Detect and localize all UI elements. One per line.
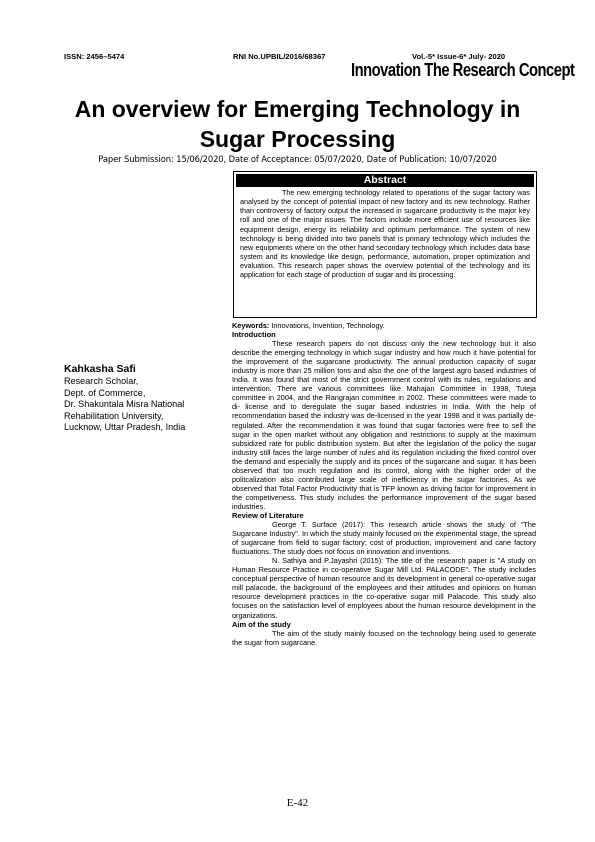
- keywords-label: Keywords:: [232, 321, 270, 330]
- journal-name: Innovation The Research Concept: [351, 60, 575, 80]
- review-heading: Review of Literature: [232, 510, 304, 520]
- author-affiliation-line: Dept. of Commerce,: [64, 387, 146, 398]
- author-affiliation-line: Research Scholar,: [64, 376, 139, 387]
- author-name: Kahkasha Safi: [64, 363, 136, 375]
- introduction-text: These research papers do not discuss only the new technology but it also describe the emerging technology in which sugar industry and how much it have potential for the improvement of the sugarcane productivity. The annual production capacity of sugar industry is more than 25 million tons and also the one of the largest agro based industries of India. It was found that most of the strict government control with its rules, regulations and intervention. There are various committees like Mahajan Committee in 1998, Tuteja committee in 2004, and the Rangrajan committee in 2002. These committees were made to di- license and to deregulate the sugar based industries in India. With the help of recommendation based the industry was de-licensed in the year 1998 and it was partially de-regulated. After the recommendation it was found that sugar factories were free to sell the sugar in the open market without any obligation and restrictions to supply at the maximum subsidized rate for public distribution system. But after the legislation of the policy the sugar industry still faces the large number of rules and its regulation including the fixed control over the demand and especially the supply and its prices of the sugarcane and sugar. It has been observed that too much regulation and its control, along with the higher order of the politcalization also contributed large scale of inefficiency in the sugar factories. As we observed that Total Factor Productivity that is TFP known as driving factor for improvement in the competiveness. This study includes the performance improvement of the sugar based industries.: [232, 339, 536, 511]
- paper-dates: Paper Submission: 15/06/2020, Date of Acceptance: 05/07/2020, Date of Publication: 10/07/2020: [98, 154, 497, 164]
- rni-header: RNI No.UPBIL/2016/68367: [233, 52, 326, 61]
- author-affiliation-line: Lucknow, Uttar Pradesh, India: [64, 422, 186, 433]
- main-body: [232, 321, 536, 647]
- abstract-heading: Abstract: [236, 174, 534, 187]
- author-block: [64, 364, 234, 433]
- keywords-line: [232, 321, 536, 330]
- abstract-box: [233, 171, 537, 318]
- author-affiliation-line: Dr. Shakuntala Misra National Rehabilitation University,: [64, 399, 185, 421]
- volume-header: Vol.-5* Issue-6* July- 2020: [412, 52, 506, 61]
- page-number: E-42: [286, 797, 309, 809]
- review-paragraph: N. Sathiya and P.Jayashri (2015): The title of the research paper is "A study on Human Resource Practice in co-operative Sugar Mill Ltd. PALACODE". The study includes conceptual perspective of human resource and its development in general co-operative sugar mill palacode, the background of the employees and their attitudes and opinions on human resource development practices in the co-operative sugar mill Palacode. This study also focuses on the satisfaction level of employees about the human resource development in the organizations.: [232, 556, 536, 620]
- aim-heading: Aim of the study: [232, 619, 291, 629]
- aim-text: The aim of the study mainly focused on the technology being used to generate the sugar from sugarcane.: [232, 628, 536, 647]
- review-paragraph: George T. Surface (2017): This research article shows the study of "The Sugarcane Industry". In which the study mainly focused on the experimental stage, the spread of sugarcane from field to sugar factory; cost of production, improvement and cane factory fluctuations. The study does not focus on innovation and inventions.: [232, 520, 536, 557]
- keywords-text: Innovations, Invention, Technology.: [271, 321, 385, 330]
- abstract-text: The new emerging technology related to operations of the sugar factory was analysed by the concept of potential impact of new factory and its new technology. Rather than controversy of factory output the increased in sugarcane productivity is the major key roll and one of the major issues. The factors include more efficient use of resources like equipment design, energy its reliability and optimum performance. The system of new technology is being divided into two panels that is primary technology which includes the new equipments where on the other hand secondary technology which includes data base system and its knowledge like design, performance, automation, proper optimization and evaluation. This research paper shows the overview potential of the technology and its application for each stage of production of sugar and its processing.: [240, 188, 530, 280]
- paper-title: An overview for Emerging Technology in Sugar Processing: [74, 96, 521, 152]
- introduction-heading: Introduction: [232, 330, 276, 340]
- issn-header: ISSN: 2456–5474: [64, 52, 125, 61]
